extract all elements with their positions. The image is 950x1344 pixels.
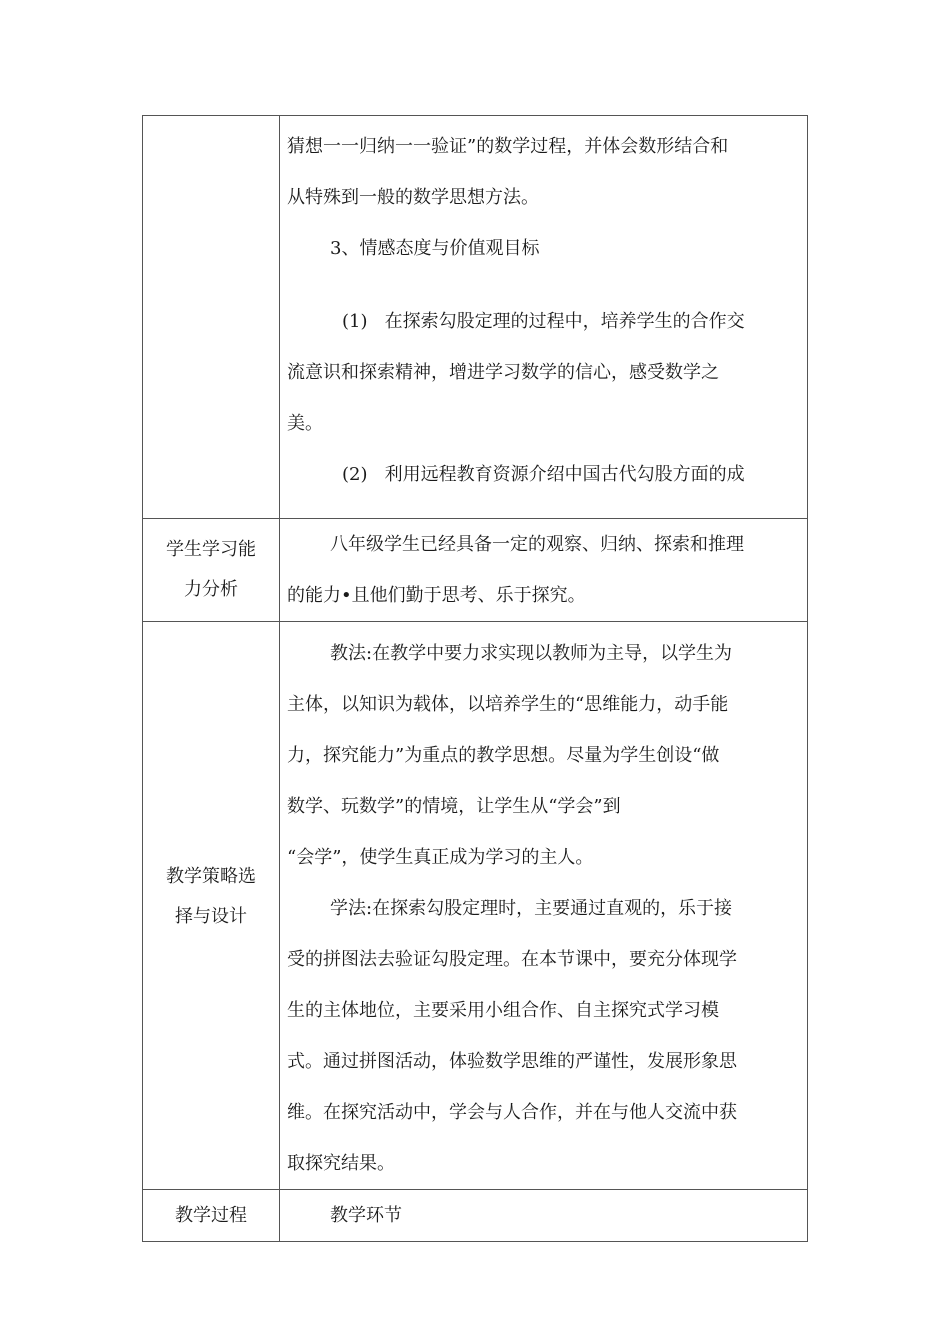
content-line: 力，探究能力”为重点的教学思想。尽量为学生创设“做 bbox=[287, 745, 720, 766]
content-line: “会学”，使学生真正成为学习的主人。 bbox=[287, 847, 594, 868]
label-line: 教学过程 bbox=[175, 1204, 247, 1226]
content-line: 学法:在探索勾股定理时，主要通过直观的，乐于接 bbox=[330, 898, 733, 919]
content-line: 生的主体地位，主要采用小组合作、自主探究式学习模 bbox=[287, 1000, 719, 1021]
content-line: 维。在探究活动中，学会与人合作，并在与他人交流中获 bbox=[287, 1102, 737, 1123]
content-line: 猜想一一归纳一一验证”的数学过程，并体会数形结合和 bbox=[287, 136, 729, 157]
row-label-strategy bbox=[143, 622, 280, 1190]
row-content-objectives bbox=[280, 116, 808, 519]
table-row-strategy bbox=[143, 622, 808, 1190]
content-line: 主体，以知识为载体，以培养学生的“思维能力，动手能 bbox=[287, 694, 729, 715]
content-line: 受的拼图法去验证勾股定理。在本节课中，要充分体现学 bbox=[287, 949, 737, 970]
content-line: (2) 利用远程教育资源介绍中国古代勾股方面的成 bbox=[342, 464, 745, 485]
content-line: (1) 在探索勾股定理的过程中，培养学生的合作交 bbox=[342, 311, 745, 332]
label-line: 学生学习能 bbox=[166, 539, 256, 560]
content-line: 从特殊到一般的数学思想方法。 bbox=[287, 187, 539, 208]
label-line: 教学策略选 bbox=[166, 866, 256, 887]
content-line: 的能力•且他们勤于思考、乐于探究。 bbox=[287, 585, 586, 606]
content-line: 教学环节 bbox=[330, 1205, 402, 1226]
content-line: 取探究结果。 bbox=[287, 1153, 395, 1174]
table-row-process bbox=[143, 1190, 808, 1242]
content-line: 八年级学生已经具备一定的观察、归纳、探索和推理 bbox=[330, 534, 744, 555]
table-row-objectives bbox=[143, 116, 808, 519]
section-heading: 3、情感态度与价值观目标 bbox=[330, 238, 540, 259]
content-line: 式。通过拼图活动，体验数学思维的严谨性，发展形象思 bbox=[287, 1051, 737, 1072]
row-content-ability bbox=[280, 519, 808, 622]
table-row-ability bbox=[143, 519, 808, 622]
content-line: 教法:在教学中要力求实现以教师为主导，以学生为 bbox=[330, 643, 733, 664]
row-label-empty bbox=[143, 116, 280, 519]
label-line: 择与设计 bbox=[175, 906, 247, 927]
row-content-strategy bbox=[280, 622, 808, 1190]
lesson-plan-table bbox=[142, 115, 808, 1242]
content-line: 数学、玩数学”的情境，让学生从“学会”到 bbox=[287, 796, 621, 817]
row-label-process bbox=[143, 1190, 280, 1242]
row-label-ability bbox=[143, 519, 280, 622]
content-line: 美。 bbox=[287, 413, 323, 434]
content-line: 流意识和探索精神，增进学习数学的信心，感受数学之 bbox=[287, 362, 719, 383]
label-line: 力分析 bbox=[184, 579, 238, 600]
row-content-process bbox=[280, 1190, 808, 1242]
